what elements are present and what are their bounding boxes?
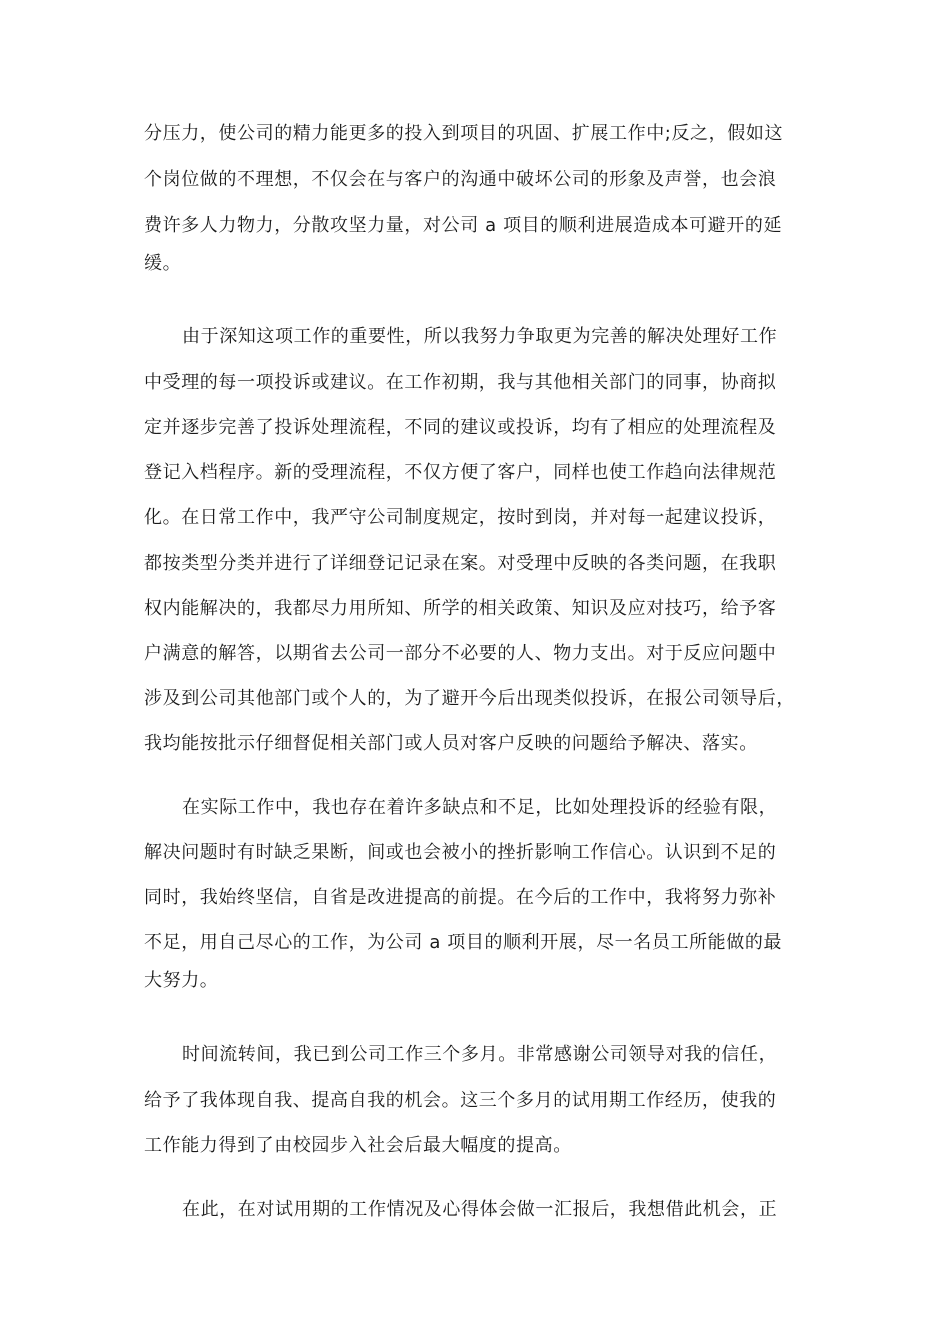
paragraph-3-line-4: 不足，用自己尽心的工作，为公司 a 项目的顺利开展，尽一名员工所能做的最	[144, 932, 783, 953]
paragraph-2-line-8: 户满意的解答，以期省去公司一部分不必要的人、物力支出。对于反应问题中	[144, 643, 777, 664]
paragraph-1-line-4: 缓。	[144, 253, 182, 274]
paragraph-3-line-5: 大努力。	[144, 970, 219, 991]
paragraph-2-line-4: 登记入档程序。新的受理流程，不仅方便了客户，同样也使工作趋向法律规范	[144, 462, 777, 483]
paragraph-3-line-3: 同时，我始终坚信，自省是改进提高的前提。在今后的工作中，我将努力弥补	[144, 887, 777, 908]
paragraph-4-line-1: 时间流转间，我已到公司工作三个多月。非常感谢公司领导对我的信任，	[182, 1044, 778, 1065]
paragraph-5-line-1: 在此，在对试用期的工作情况及心得体会做一汇报后，我想借此机会，正	[182, 1199, 778, 1220]
paragraph-1-line-2: 个岗位做的不理想，不仅会在与客户的沟通中破坏公司的形象及声誉，也会浪	[144, 169, 777, 190]
paragraph-2-line-2: 中受理的每一项投诉或建议。在工作初期，我与其他相关部门的同事，协商拟	[144, 372, 777, 393]
paragraph-3-line-1: 在实际工作中，我也存在着许多缺点和不足，比如处理投诉的经验有限，	[182, 797, 778, 818]
paragraph-2-line-5: 化。在日常工作中，我严守公司制度规定，按时到岗，并对每一起建议投诉，	[144, 507, 777, 528]
paragraph-4-line-3: 工作能力得到了由校园步入社会后最大幅度的提高。	[144, 1135, 572, 1156]
paragraph-3-line-2: 解决问题时有时缺乏果断，间或也会被小的挫折影响工作信心。认识到不足的	[144, 842, 777, 863]
paragraph-1-line-1: 分压力，使公司的精力能更多的投入到项目的巩固、扩展工作中;反之，假如这	[144, 123, 784, 144]
paragraph-1-line-3: 费许多人力物力，分散攻坚力量，对公司 a 项目的顺利进展造成本可避开的延	[144, 215, 783, 236]
paragraph-2-line-1: 由于深知这项工作的重要性，所以我努力争取更为完善的解决处理好工作	[182, 326, 778, 347]
paragraph-4-line-2: 给予了我体现自我、提高自我的机会。这三个多月的试用期工作经历，使我的	[144, 1090, 777, 1111]
paragraph-2-line-3: 定并逐步完善了投诉处理流程，不同的建议或投诉，均有了相应的处理流程及	[144, 417, 777, 438]
paragraph-2-line-9: 涉及到公司其他部门或个人的，为了避开今后出现类似投诉，在报公司领导后，	[144, 688, 795, 709]
paragraph-2-line-7: 权内能解决的，我都尽力用所知、所学的相关政策、知识及应对技巧，给予客	[144, 598, 777, 619]
paragraph-2-line-6: 都按类型分类并进行了详细登记记录在案。对受理中反映的各类问题，在我职	[144, 553, 777, 574]
paragraph-2-line-10: 我均能按批示仔细督促相关部门或人员对客户反映的问题给予解决、落实。	[144, 733, 758, 754]
